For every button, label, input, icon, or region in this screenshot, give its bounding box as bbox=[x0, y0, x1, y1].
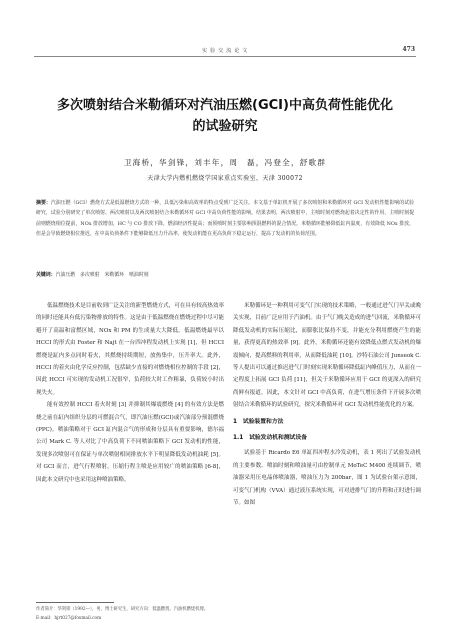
left-column bbox=[36, 300, 224, 486]
authors: 卫海桥，华剑锋，刘丰年，周 磊，冯登全，舒歌群 bbox=[123, 158, 327, 167]
header-rule bbox=[34, 56, 416, 57]
paper-title-line2: 的试验研究 bbox=[192, 119, 258, 134]
right-paragraph-2: 试验基于 Ricardo E6 单缸四冲程水冷发动机，表 1 列出了试验发动机的主要参数。喷油时刻和喷油量可由控制单元 MoTeC M400 连续调节，喷油器采用压电晶体喷油器，喷油压力为 200bar，图 1 为试验台架示意图，可变气门机构（VVA）通过液压系统实现，可对进排气门的升程和正时进行调节。如图 bbox=[233, 450, 421, 507]
paper-title-line1: 多次喷射结合米勒循环对汽油压燃(GCI)中高负荷性能优化 bbox=[57, 98, 393, 113]
right-column bbox=[233, 300, 421, 510]
keywords-text: 汽油压燃 多次喷射 米勒循环 喷油时刻 bbox=[55, 272, 149, 278]
affiliation: 天津大学内燃机燃烧学国家重点实验室，天津 300072 bbox=[147, 175, 303, 182]
abstract bbox=[36, 198, 414, 239]
footnote-author-bio: 作者简介：华剑锋（1992—），男，博士研究生，研究方向：低温燃烧、汽油机燃烧机理。 bbox=[36, 607, 209, 612]
running-head: 实 验 交 流 论 文 bbox=[202, 48, 248, 54]
left-paragraph-1: 低温燃烧技术是目前收到广泛关注的新型燃烧方式，可在具有较高热效率的同时还能具有低污染物排放的特性。这是由于低温燃烧在燃烧过程中尽可能避开了高温和富燃区域，NOx 和 PM 的生成量大大降低。低温燃烧最早以 HCCI 的形式由 Foster 和 Najt 在一台四冲程发动机上实现 [1]，但 HCCI 燃烧是缸内多点同时着火，其燃烧持续期短，放热集中，压升率大。此外，HCCI 的着火由化学反应控制，包括缺少直接的对燃烧相位控制的手段 [2]，因此 HCCI 可实现的发动机工况很窄，负荷较大时工作粗暴，负荷较小时出现失火。 bbox=[36, 303, 224, 396]
footnote bbox=[36, 605, 224, 623]
page-number: 473 bbox=[402, 46, 415, 53]
keywords-label: 关键词： bbox=[36, 272, 56, 278]
footnote-email: E-mail：hjrt027@foxmail.com bbox=[36, 616, 102, 621]
section-heading-1-1: 1.1 试验发动机和测试设备 bbox=[233, 435, 308, 442]
right-paragraph-1: 米勒循环是一种利用可变气门实现的技术策略，一般通过进气门早关或晚关实现，目前广泛应用于汽油机。由于气门晚关造成的进气回流，米勒循环可降低发动机的实际压缩比，而膨胀比保持不变，并能充分利用燃烧产生的能量，获得更高的热效率 [9]。此外，米勒循环还能有效降低点燃式发动机的爆震倾向，提高燃料的利用率，从而降低油耗 [10]。沙特石油公司 Junseok C. 等人提出可以通过推迟进气门时刻实现米勒循环降低缸内峰值压力，从而在一定程度上拓展 GCI 负荷 [11]，但关于米勒循环应用于 GCI 的更深入的研究尚鲜有报道。因此，本文针对 GCI 中高负荷，在进气增压条件下开展多次喷射结合米勒循环的试验研究，探究米勒循环对 GCI 发动机性能优化的方案。 bbox=[233, 303, 421, 409]
footnote-rule bbox=[36, 602, 114, 603]
abstract-text: 汽油压燃（GCI）燃烧方式是低温燃烧方式的一种，具低污染和高效率的特点受到广泛关注。本文基于单缸机开展了多次喷射和米勒循环对 GCI 发动机性能影响的试验研究，试验分别研究了单次喷射、两次喷射以及两次喷射结合米勒循环对 GCI 中高负荷性能的影响。结果表明，两次喷射中，主喷时刻对燃烧起着决定性的作用，主喷时刻提前则燃烧相位提前，NOx 排放增加，HC 与 CO 排放下降，燃油经济性提高；而预喷时刻主要影响预混燃料的混合情况。米勒循环能够降低缸内温度，有效降低 NOx 排放，但是会导致燃烧相位推迟，在中高负荷条件下能够降低压力升高率，使发动机能在更高负荷下稳定运行，提高了发动机的负荷范围。 bbox=[36, 200, 414, 237]
left-paragraph-2: 能有效控制 HCCI 着火时刻 [3] 并抑制其爆震燃烧 [4] 的有效方法是燃烧之前在缸内组织分层的可燃混合气，即汽油压燃(GCI)或汽油部分预混燃烧(PPC)。喷油策略对于 GCI 缸内混合气的形成和分层具有重要影响，德尔福公司 Mark C. 等人对比了中高负荷下不同喷油策略下 GCI 发动机的性能，发现多次喷射可在保证与单次喷射相同排放水平下明显降低发动机油耗 [5]。对 GCI 而言，进气行程喷射，压缩行程主喷是应用较广的喷油策略 [6-8]，因此本文研究中也采用这种喷油策略。 bbox=[36, 402, 224, 483]
paper-title bbox=[0, 95, 450, 137]
keywords bbox=[36, 271, 414, 278]
abstract-label: 摘要： bbox=[36, 200, 51, 206]
section-heading-1: 1 试验装置和方法 bbox=[233, 418, 284, 425]
